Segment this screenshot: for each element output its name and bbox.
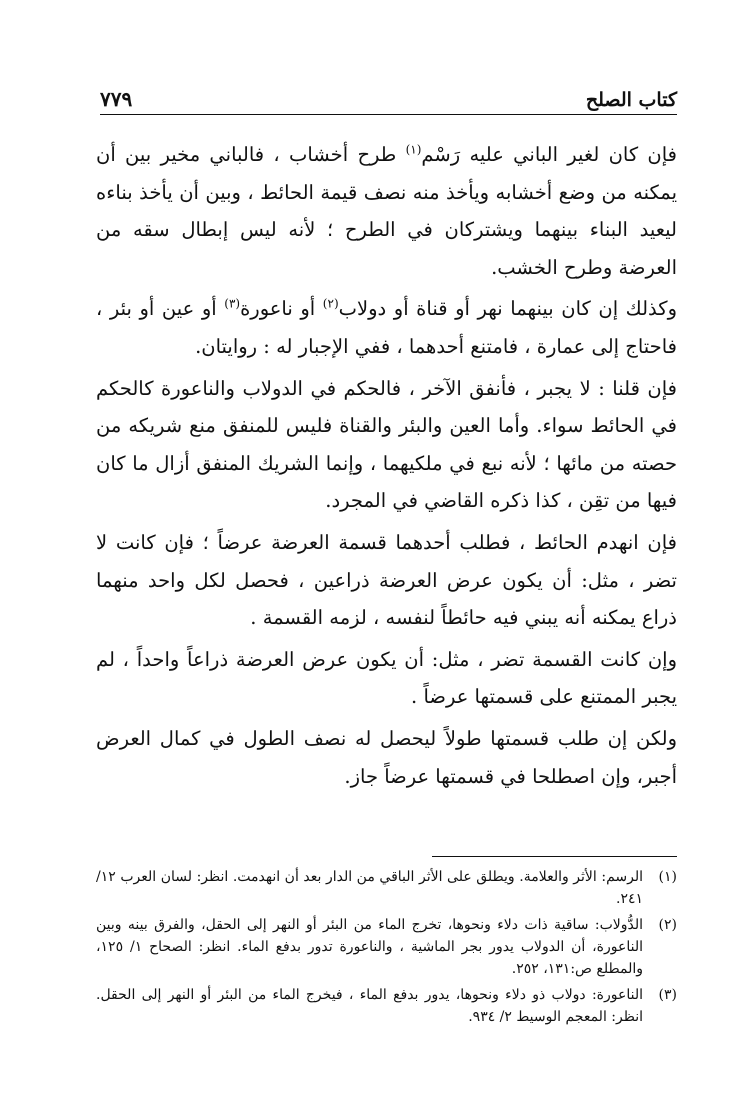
footnote xyxy=(96,984,677,1028)
footnote-text: الرسم: الأثر والعلامة. ويطلق على الأثر الباقي من الدار بعد أن انهدمت. انظر: لسان العرب ١٢/ ٢٤١. xyxy=(96,869,643,907)
paragraph-text: وكذلك إن كان بينهما نهر أو قناة أو دولاب xyxy=(338,297,677,321)
paragraph xyxy=(96,641,677,716)
chapter-title: كتاب الصلح xyxy=(585,89,677,111)
paragraph-text: طرح أخشاب ، فالباني مخير بين أن يمكنه من وضع أخشابه ويأخذ منه نصف قيمة الحائط ، وبين أن يأخذ بناءه ليعيد البناء بينهما ويشتركان في الطرح ؛ لأنه ليس إبطال سقه من العرضة وطرح الخشب. xyxy=(96,143,677,279)
footnotes xyxy=(96,866,677,1032)
paragraph-text: ولكن إن طلب قسمتها طولاً ليحصل له نصف الطول في كمال العرض أجبر، وإن اصطلحا في قسمتها عرضاً جاز. xyxy=(96,726,677,788)
main-text xyxy=(96,136,677,799)
paragraph xyxy=(96,720,677,795)
paragraph-text: أو ناعورة xyxy=(240,297,323,321)
paragraph-text: فإن انهدم الحائط ، فطلب أحدهما قسمة العرضة عرضاً ؛ فإن كانت لا تضر ، مثل: أن يكون عرض العرضة ذراعين ، فحصل لكل واحد منهما ذراع يمكنه أنه يبني فيه حائطاً لنفسه ، لزمه القسمة . xyxy=(96,530,677,630)
footnote-separator xyxy=(432,856,677,857)
footnote xyxy=(96,866,677,910)
footnote-number: (١) xyxy=(658,869,677,885)
footnote-ref: (٢) xyxy=(322,296,339,311)
footnote-ref: (١) xyxy=(405,142,422,157)
footnote-number: (٣) xyxy=(658,987,677,1003)
footnote xyxy=(96,914,677,980)
page-number: ٧٧٩ xyxy=(100,87,133,111)
paragraph xyxy=(96,136,677,286)
footnote-number: (٢) xyxy=(658,917,677,933)
paragraph xyxy=(96,370,677,520)
paragraph-text: فإن كان لغير الباني عليه رَسْم xyxy=(421,143,677,166)
running-header xyxy=(100,80,677,115)
footnote-ref: (٣) xyxy=(224,296,241,311)
paragraph xyxy=(96,290,677,365)
footnote-text: الدُّولاب: ساقية ذات دلاء ونحوها، تخرج الماء من البئر أو النهر إلى الحقل، والفرق بينه وبين الناعورة، أن الدولاب يدور بجر الماشية ، والناعورة تدور بدفع الماء. انظر: الصحاح ١/ ١٢٥، والمطلع ص:١٣١، ٢٥٢. xyxy=(96,917,644,977)
paragraph-text: أو عين أو بئر ، فاحتاج إلى عمارة ، فامتنع أحدهما ، ففي الإجبار له : روايتان. xyxy=(96,297,677,358)
paragraph-text: وإن كانت القسمة تضر ، مثل: أن يكون عرض العرضة ذراعاً واحداً ، لم يجبر الممتنع على قسمتها عرضاً . xyxy=(96,647,678,709)
paragraph xyxy=(96,524,677,637)
paragraph-text: فإن قلنا : لا يجبر ، فأنفق الآخر ، فالحكم في الدولاب والناعورة كالحكم في الحائط سواء. وأما العين والبئر والقناة فليس للمنفق منع شريكه من حصته من مائها ؛ لأنه نبع في ملكيهما ، وإنما الشريك المنفق أزال ما كان فيها من تقِن ، كذا ذكره القاضي في المجرد. xyxy=(96,376,677,513)
footnote-text: الناعورة: دولاب ذو دلاء ونحوها، يدور بدفع الماء ، فيخرج الماء من البئر أو النهر إلى الحقل. انظر: المعجم الوسيط ٢/ ٩٣٤. xyxy=(96,987,643,1025)
